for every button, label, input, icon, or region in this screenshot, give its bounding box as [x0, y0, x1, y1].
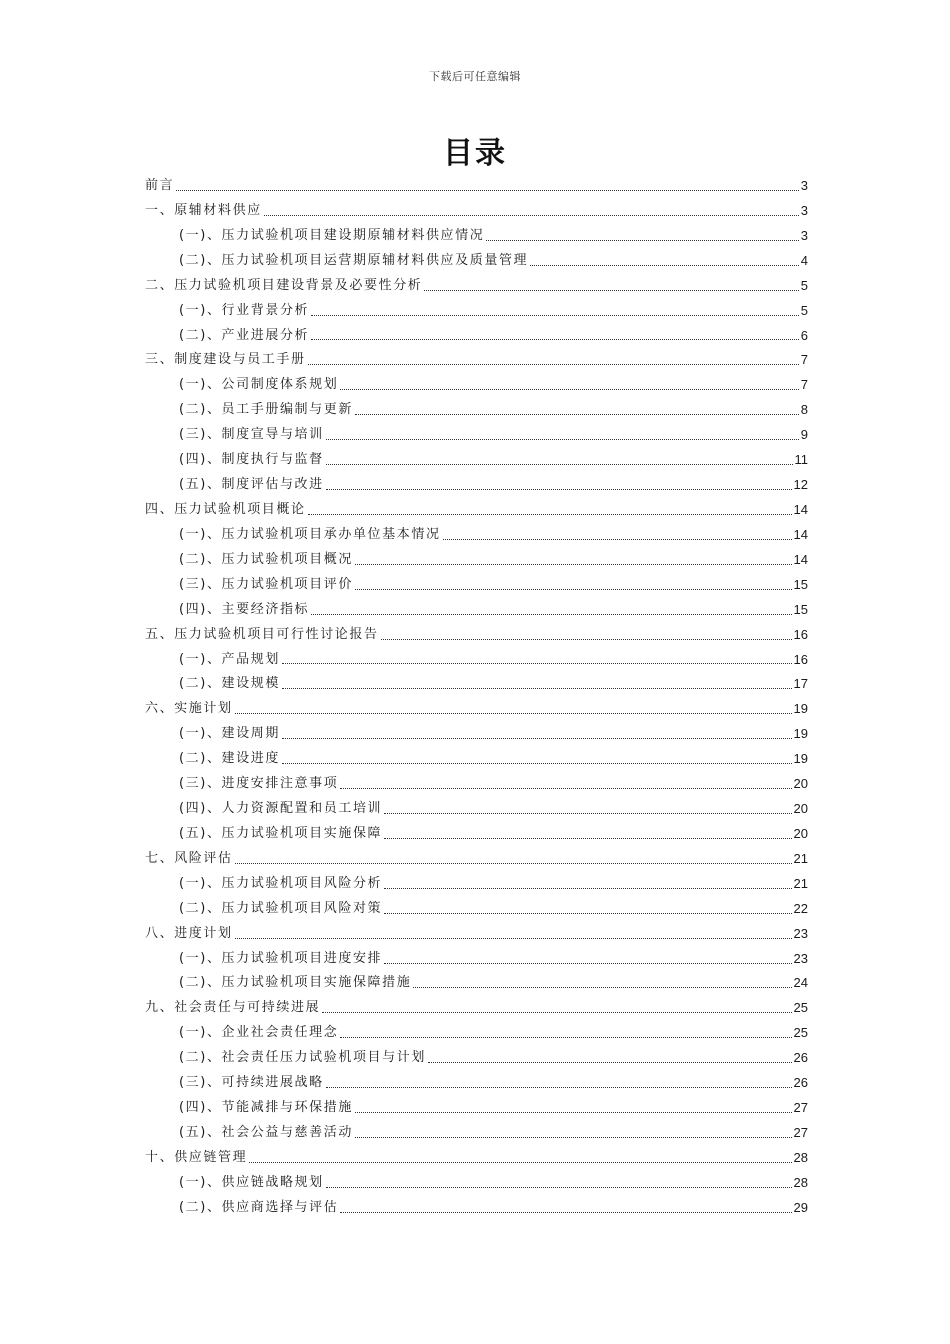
toc-entry-label: (五)、社会公益与慈善活动 [179, 1125, 353, 1141]
toc-entry-page-number: 17 [793, 676, 808, 692]
toc-entry-label: (三)、制度宣导与培训 [179, 427, 324, 443]
toc-entry-label: (一)、压力试验机项目承办单位基本情况 [179, 526, 441, 542]
toc-entry-label: (二)、社会责任压力试验机项目与计划 [179, 1050, 426, 1066]
toc-entry[interactable] [145, 847, 808, 872]
toc-entry-page-number: 27 [793, 1125, 808, 1141]
toc-entry[interactable] [145, 1021, 808, 1046]
toc-entry-label: 九、社会责任与可持续进展 [145, 1000, 321, 1016]
toc-dot-leader [381, 638, 792, 640]
toc-entry-page-number: 9 [800, 427, 808, 443]
toc-dot-leader [355, 563, 792, 565]
toc-entry-page-number: 25 [793, 1025, 808, 1041]
toc-entry[interactable] [145, 423, 808, 448]
toc-entry-page-number: 8 [800, 402, 808, 418]
toc-entry-label: (四)、制度执行与监督 [179, 452, 324, 468]
toc-dot-leader [384, 887, 791, 889]
toc-entry-page-number: 19 [793, 751, 808, 767]
toc-title: 目录 [443, 136, 507, 171]
toc-entry-page-number: 21 [793, 850, 808, 866]
toc-dot-leader [308, 363, 799, 365]
toc-entry-label: (一)、企业社会责任理念 [179, 1025, 339, 1041]
toc-entry[interactable] [145, 797, 808, 822]
toc-entry-page-number: 16 [793, 651, 808, 667]
toc-entry-page-number: 21 [793, 875, 808, 891]
toc-entry-label: (二)、产业进展分析 [179, 327, 310, 343]
toc-entry-label: (一)、供应链战略规划 [179, 1174, 324, 1190]
toc-entry-page-number: 16 [793, 626, 808, 642]
toc-dot-leader [355, 413, 799, 415]
toc-entry[interactable] [145, 947, 808, 972]
toc-dot-leader [530, 264, 799, 266]
toc-entry-page-number: 3 [800, 202, 808, 218]
toc-entry-page-number: 15 [793, 576, 808, 592]
toc-entry-label: 三、制度建设与员工手册 [145, 352, 306, 368]
toc-entry[interactable] [145, 1046, 808, 1071]
toc-entry-page-number: 14 [793, 526, 808, 542]
toc-entry-label: 十、供应链管理 [145, 1149, 248, 1165]
toc-entry-page-number: 28 [793, 1149, 808, 1165]
toc-entry[interactable] [145, 348, 808, 373]
toc-dot-leader [355, 588, 792, 590]
toc-entry[interactable] [145, 697, 808, 722]
toc-entry[interactable] [145, 373, 808, 398]
toc-dot-leader [235, 862, 792, 864]
toc-dot-leader [384, 912, 791, 914]
toc-dot-leader [384, 837, 791, 839]
toc-entry-page-number: 14 [793, 501, 808, 517]
toc-entry-page-number: 7 [800, 377, 808, 393]
toc-entry[interactable] [145, 274, 808, 299]
toc-entry[interactable] [145, 498, 808, 523]
toc-entry[interactable] [145, 872, 808, 897]
toc-dot-leader [311, 613, 791, 615]
toc-entry-label: (一)、压力试验机项目风险分析 [179, 875, 383, 891]
toc-entry-label: (二)、员工手册编制与更新 [179, 402, 353, 418]
toc-entry-page-number: 3 [800, 227, 808, 243]
toc-dot-leader [311, 338, 799, 340]
toc-entry-page-number: 19 [793, 726, 808, 742]
toc-dot-leader [311, 314, 799, 316]
toc-dot-leader [326, 438, 799, 440]
toc-dot-leader [384, 812, 791, 814]
toc-entry-label: (二)、供应商选择与评估 [179, 1199, 339, 1215]
toc-dot-leader [235, 937, 792, 939]
toc-entry[interactable] [145, 972, 808, 997]
toc-entry-page-number: 19 [793, 701, 808, 717]
toc-dot-leader [355, 1111, 792, 1113]
toc-dot-leader [384, 962, 791, 964]
toc-entry[interactable] [145, 1146, 808, 1171]
toc-entry-label: (一)、建设周期 [179, 726, 280, 742]
toc-dot-leader [340, 388, 798, 390]
toc-entry-label: 七、风险评估 [145, 850, 233, 866]
toc-entry-label: (三)、压力试验机项目评价 [179, 576, 353, 592]
toc-entry-label: (五)、制度评估与改进 [179, 477, 324, 493]
toc-entry-label: (五)、压力试验机项目实施保障 [179, 825, 383, 841]
toc-entry[interactable] [145, 672, 808, 697]
toc-entry[interactable] [145, 822, 808, 847]
toc-entry-page-number: 4 [800, 252, 808, 268]
toc-dot-leader [424, 289, 798, 291]
toc-entry-page-number: 24 [793, 975, 808, 991]
toc-entry-label: (四)、人力资源配置和员工培训 [179, 801, 383, 817]
toc-entry[interactable] [145, 648, 808, 673]
toc-dot-leader [282, 762, 792, 764]
toc-dot-leader [326, 1186, 792, 1188]
toc-entry[interactable] [145, 922, 808, 947]
toc-dot-leader [282, 687, 792, 689]
toc-dot-leader [428, 1061, 792, 1063]
toc-entry[interactable] [145, 224, 808, 249]
toc-dot-leader [340, 787, 791, 789]
toc-entry[interactable] [145, 996, 808, 1021]
toc-entry[interactable] [145, 174, 808, 199]
toc-entry-label: (二)、压力试验机项目概况 [179, 551, 353, 567]
toc-entry-page-number: 22 [793, 900, 808, 916]
toc-entry-label: (一)、压力试验机项目建设期原辅材料供应情况 [179, 227, 485, 243]
toc-entry-label: 八、进度计划 [145, 925, 233, 941]
toc-entry-page-number: 29 [793, 1199, 808, 1215]
toc-entry-label: (一)、产品规划 [179, 651, 280, 667]
toc-entry-label: (二)、建设规模 [179, 676, 280, 692]
toc-entry-page-number: 28 [793, 1174, 808, 1190]
toc-entry-label: (一)、压力试验机项目进度安排 [179, 950, 383, 966]
toc-dot-leader [176, 189, 799, 191]
toc-dot-leader [326, 488, 792, 490]
toc-entry[interactable] [145, 1071, 808, 1096]
toc-entry-label: (一)、行业背景分析 [179, 302, 310, 318]
toc-entry[interactable] [145, 448, 808, 473]
toc-entry-label: (二)、压力试验机项目实施保障措施 [179, 975, 412, 991]
toc-entry[interactable] [145, 473, 808, 498]
toc-entry[interactable] [145, 1096, 808, 1121]
toc-entry-page-number: 20 [793, 776, 808, 792]
toc-entry-page-number: 14 [793, 551, 808, 567]
toc-entry-label: (三)、进度安排注意事项 [179, 776, 339, 792]
toc-entry-label: 二、压力试验机项目建设背景及必要性分析 [145, 277, 423, 293]
toc-entry-label: (二)、压力试验机项目风险对策 [179, 900, 383, 916]
toc-dot-leader [413, 986, 791, 988]
toc-entry-page-number: 20 [793, 825, 808, 841]
toc-entry-page-number: 5 [800, 277, 808, 293]
toc-entry-page-number: 5 [800, 302, 808, 318]
toc-dot-leader [264, 214, 799, 216]
toc-entry[interactable] [145, 573, 808, 598]
toc-entry[interactable] [145, 398, 808, 423]
toc-entry-page-number: 20 [793, 801, 808, 817]
toc-entry-page-number: 23 [793, 950, 808, 966]
toc-list [145, 174, 808, 1221]
toc-dot-leader [486, 239, 798, 241]
toc-entry[interactable] [145, 897, 808, 922]
header-note: 下载后可任意编辑 [429, 70, 521, 83]
toc-entry[interactable] [145, 772, 808, 797]
toc-dot-leader [326, 1086, 792, 1088]
toc-entry[interactable] [145, 199, 808, 224]
toc-dot-leader [355, 1136, 792, 1138]
toc-entry-page-number: 12 [793, 477, 808, 493]
toc-entry-page-number: 11 [794, 452, 808, 468]
toc-entry-label: (二)、建设进度 [179, 751, 280, 767]
toc-entry-label: (二)、压力试验机项目运营期原辅材料供应及质量管理 [179, 252, 529, 268]
toc-entry-label: 六、实施计划 [145, 701, 233, 717]
toc-dot-leader [235, 712, 792, 714]
toc-entry[interactable] [145, 747, 808, 772]
toc-entry-label: (四)、主要经济指标 [179, 601, 310, 617]
toc-dot-leader [340, 1211, 791, 1213]
toc-dot-leader [249, 1161, 791, 1163]
toc-entry-page-number: 27 [793, 1100, 808, 1116]
toc-dot-leader [443, 538, 792, 540]
toc-entry[interactable] [145, 523, 808, 548]
toc-entry[interactable] [145, 324, 808, 349]
toc-dot-leader [282, 737, 792, 739]
toc-entry-label: 五、压力试验机项目可行性讨论报告 [145, 626, 379, 642]
toc-entry-label: 四、压力试验机项目概论 [145, 501, 306, 517]
toc-entry[interactable] [145, 1171, 808, 1196]
toc-entry[interactable] [145, 299, 808, 324]
toc-entry-page-number: 23 [793, 925, 808, 941]
toc-entry-page-number: 15 [793, 601, 808, 617]
toc-entry[interactable] [145, 722, 808, 747]
toc-entry-page-number: 26 [793, 1075, 808, 1091]
toc-entry-label: 一、原辅材料供应 [145, 202, 262, 218]
toc-entry[interactable] [145, 1121, 808, 1146]
toc-entry-label: (四)、节能减排与环保措施 [179, 1100, 353, 1116]
toc-dot-leader [308, 513, 792, 515]
toc-dot-leader [322, 1011, 791, 1013]
toc-entry-page-number: 6 [800, 327, 808, 343]
toc-dot-leader [326, 463, 793, 465]
toc-entry-page-number: 7 [800, 352, 808, 368]
toc-dot-leader [340, 1036, 791, 1038]
toc-entry-label: (三)、可持续进展战略 [179, 1075, 324, 1091]
toc-entry-label: (一)、公司制度体系规划 [179, 377, 339, 393]
toc-entry-page-number: 25 [793, 1000, 808, 1016]
toc-entry[interactable] [145, 598, 808, 623]
toc-dot-leader [282, 662, 792, 664]
toc-entry[interactable] [145, 548, 808, 573]
toc-entry[interactable] [145, 1196, 808, 1221]
toc-entry[interactable] [145, 623, 808, 648]
toc-entry[interactable] [145, 249, 808, 274]
toc-entry-label: 前言 [145, 177, 175, 193]
toc-entry-page-number: 3 [800, 177, 808, 193]
toc-entry-page-number: 26 [793, 1050, 808, 1066]
